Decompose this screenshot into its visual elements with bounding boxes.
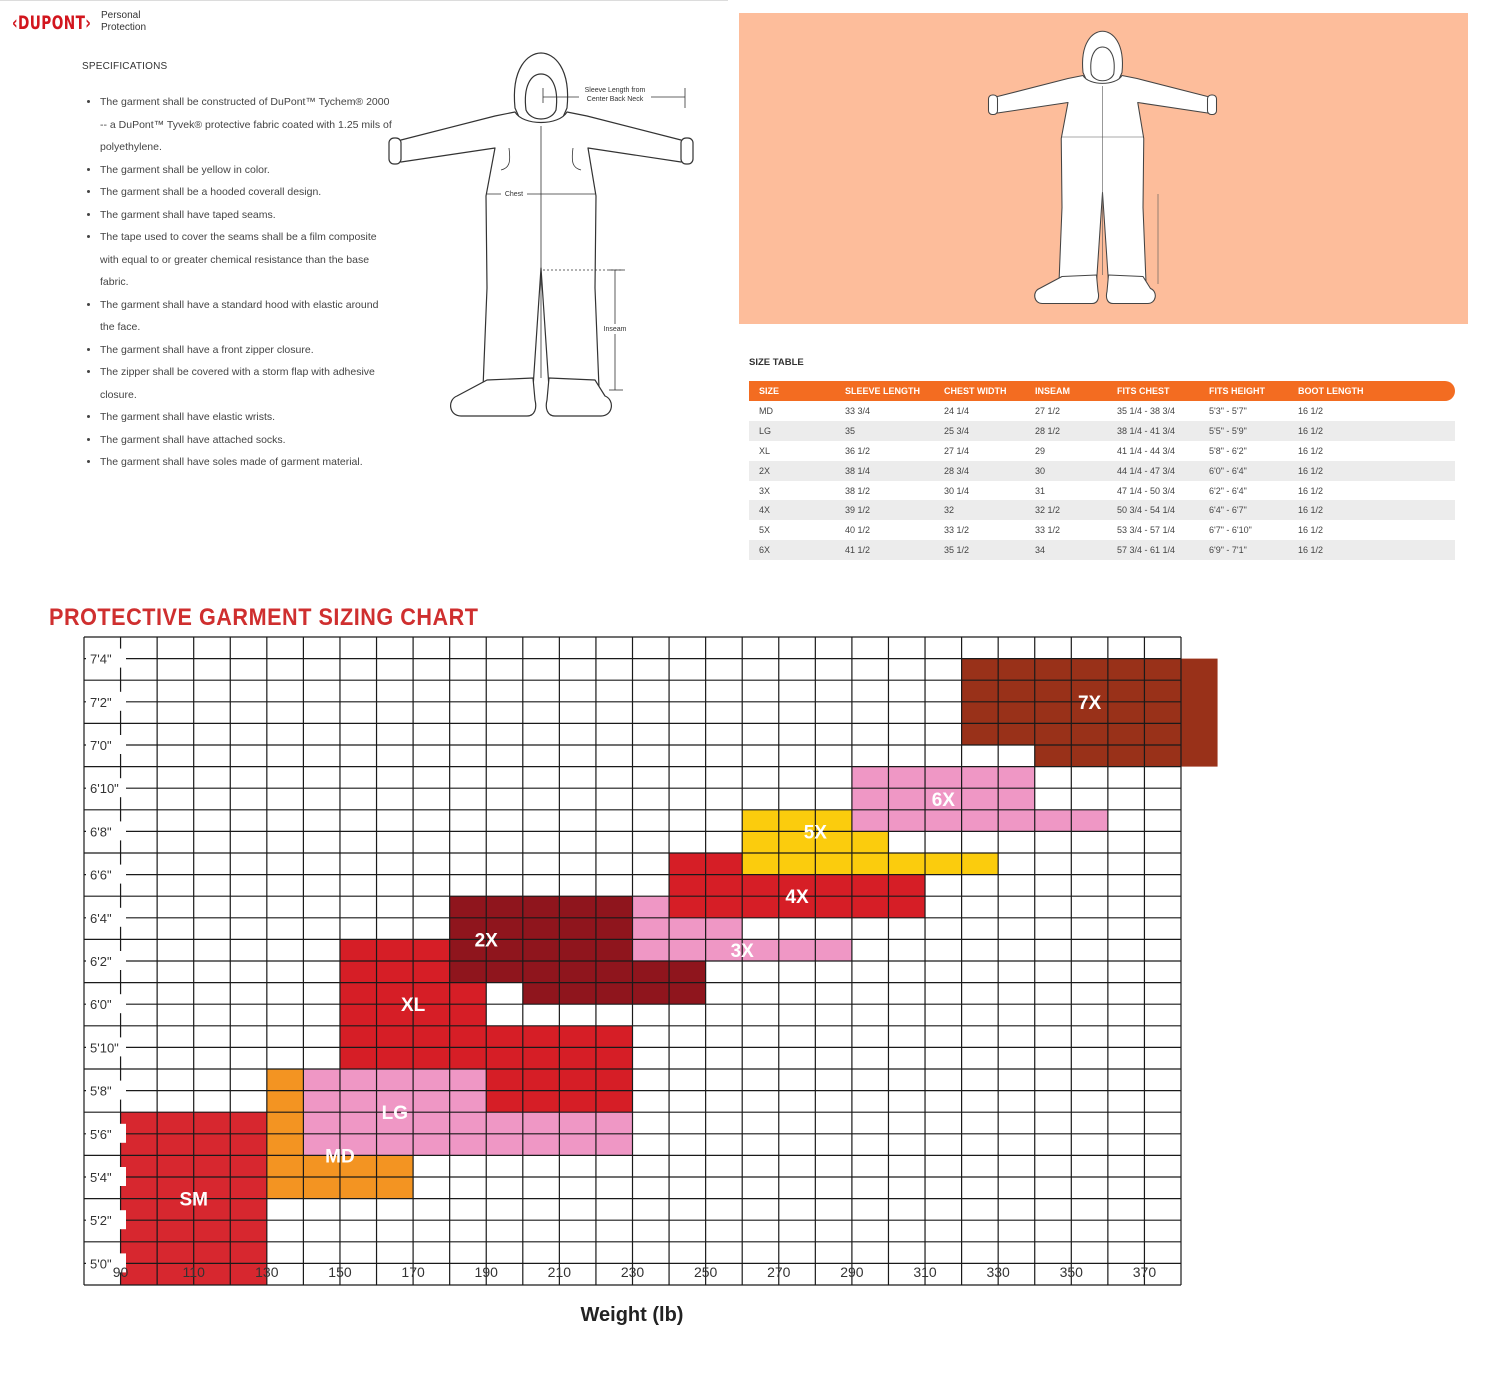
size-table-cell: 25 3/4 [934, 421, 1025, 441]
spec-item: • The garment shall be a hooded coverall design. [100, 181, 392, 204]
y-tick-label: 5'2" [90, 1213, 112, 1229]
size-table-cell: 31 [1035, 485, 1046, 496]
x-tick-labels [113, 1264, 1157, 1280]
size-table-header-row [749, 381, 1455, 401]
spec-item: • The garment shall have soles made of garment material. [100, 451, 392, 474]
size-table-cell: 38 1/4 [835, 461, 934, 481]
size-table-cell: 38 1/4 - 41 3/4 [1107, 421, 1199, 441]
size-table-cell: 29 [1035, 445, 1046, 456]
x-tick-label: 130 [255, 1264, 279, 1280]
y-tick-labels [86, 649, 126, 1273]
spec-item: • The garment shall have a standard hood with elastic around the face. [100, 294, 392, 339]
x-axis-label: Weight (lb) [580, 1304, 684, 1326]
size-table-cell: 28 1/2 [1025, 421, 1107, 441]
x-tick-label: 90 [112, 1264, 129, 1280]
y-tick-label: 5'8" [90, 1083, 112, 1099]
sizing-chart [0, 630, 1500, 1335]
size-table-cell: 6'2" - 6'4" [1209, 485, 1247, 496]
size-table-cell: 16 1/2 [1298, 525, 1324, 536]
size-table-cell: 6'9" - 7'1" [1199, 540, 1288, 560]
size-table-heading: SIZE TABLE [749, 357, 804, 368]
spec-item: • The zipper shall be covered with a storm flap with adhesive closure. [100, 361, 392, 406]
column-header-inseam: INSEAM [1025, 381, 1107, 401]
size-table-cell: 40 1/2 [845, 525, 871, 536]
x-tick-label: 370 [1132, 1264, 1157, 1280]
x-tick-label: 250 [693, 1264, 718, 1280]
specifications-heading: SPECIFICATIONS [82, 61, 168, 72]
size-table-cell: 6'7" - 6'10" [1209, 525, 1252, 536]
x-tick-label: 190 [474, 1264, 498, 1280]
y-tick-label: 7'4" [90, 651, 112, 667]
spec-item: • The garment shall have taped seams. [100, 204, 392, 227]
coverall-measurement-diagram [383, 48, 703, 428]
x-tick-label: 210 [547, 1264, 572, 1280]
y-tick-label: 6'2" [90, 954, 112, 969]
x-tick-label: 110 [182, 1264, 205, 1280]
y-tick-label: 6'4" [90, 910, 112, 926]
column-header-fits-chest: FITS CHEST [1107, 381, 1199, 401]
size-table-cell: 16 1/2 [1298, 445, 1324, 456]
column-header-chest-width: CHEST WIDTH [934, 381, 1025, 401]
y-tick-label: 7'0" [90, 738, 112, 753]
y-tick-label: 6'0" [90, 997, 112, 1013]
y-tick-label: 6'8" [90, 824, 112, 840]
size-region-label: 4X [785, 887, 809, 909]
size-table-cell: 27 1/4 [944, 445, 970, 456]
size-region-label: 6X [931, 790, 955, 811]
size-table-cell: 16 1/2 [1288, 540, 1455, 560]
size-table-cell: 24 1/4 [944, 405, 970, 416]
x-tick-label: 350 [1059, 1264, 1083, 1280]
size-table-cell: 35 1/2 [934, 540, 1025, 560]
size-region-label: 5X [803, 822, 827, 844]
coverall-illustration [984, 25, 1224, 315]
size-table-cell: 34 [1025, 540, 1107, 560]
sleeve-length-label-line2: Center Back Neck [586, 96, 644, 103]
column-header-fits-height: FITS HEIGHT [1199, 381, 1288, 401]
size-table-cell: 4X [749, 500, 835, 520]
size-table-cell: XL [759, 445, 771, 456]
top-divider [0, 0, 728, 1]
size-table-cell: 6'0" - 6'4" [1199, 461, 1288, 481]
y-tick-label: 5'6" [90, 1126, 112, 1142]
size-table-cell: 35 1/4 - 38 3/4 [1117, 405, 1176, 416]
size-table-cell: 28 3/4 [934, 461, 1025, 481]
size-table-cell: 38 1/2 [845, 485, 871, 496]
size-table-cell: 16 1/2 [1298, 485, 1324, 496]
garment-image-panel [739, 13, 1468, 324]
size-table-row [749, 540, 1455, 560]
size-region-7x [1035, 745, 1218, 767]
size-table-cell: 41 1/4 - 44 3/4 [1117, 445, 1176, 456]
size-table-cell: 16 1/2 [1288, 461, 1455, 481]
size-table-cell: 50 3/4 - 54 1/4 [1107, 500, 1199, 520]
size-region-label: 2X [474, 930, 498, 952]
y-tick-label: 6'10" [90, 781, 119, 797]
size-table-cell: 32 1/2 [1025, 500, 1107, 520]
size-region-5x [742, 853, 998, 875]
size-table-cell: 5'8" - 6'2" [1209, 445, 1247, 456]
specifications-panel [0, 0, 728, 570]
size-table-cell: 39 1/2 [835, 500, 934, 520]
chart-title: PROTECTIVE GARMENT SIZING CHART [49, 604, 479, 631]
size-table-cell: 32 [934, 500, 1025, 520]
size-table-cell: 3X [759, 485, 771, 496]
size-table-row [749, 461, 1455, 481]
spec-item: • The garment shall have a front zipper closure. [100, 339, 392, 362]
specifications-list [82, 91, 392, 474]
inseam-label: Inseam [603, 326, 627, 333]
size-table-cell: 30 1/4 [944, 485, 970, 496]
size-region-label: LG [381, 1103, 409, 1125]
size-table-cell: 27 1/2 [1035, 405, 1061, 416]
x-tick-label: 170 [401, 1264, 425, 1280]
size-table-cell: 33 1/2 [1035, 525, 1061, 536]
size-table-row [749, 481, 1455, 501]
size-table-cell: 33 3/4 [845, 405, 871, 416]
sleeve-length-label-line1: Sleeve Length from [584, 87, 646, 94]
size-table-cell: 5'3" - 5'7" [1209, 405, 1247, 416]
spec-item: • The garment shall have attached socks. [100, 429, 392, 452]
size-table-cell: 5'5" - 5'9" [1199, 421, 1288, 441]
size-table-cell: 6'4" - 6'7" [1199, 500, 1288, 520]
spec-item: • The garment shall have elastic wrists. [100, 406, 392, 429]
x-tick-label: 150 [328, 1264, 352, 1280]
size-table-row [749, 441, 1455, 461]
brand-tagline-line2: Protection [101, 22, 147, 33]
size-region-label: 7X [1077, 692, 1102, 714]
spec-item: • The garment shall be constructed of DuPont™ Tychem® 2000 -- a DuPont™ Tyvek® protective fabric coated with 1.25 mils of polyethylene. [100, 91, 392, 159]
column-header-size: SIZE [749, 381, 835, 401]
size-table-row [749, 500, 1455, 520]
x-tick-label: 290 [840, 1264, 864, 1280]
size-table-cell: 44 1/4 - 47 3/4 [1107, 461, 1199, 481]
size-table-cell: 33 1/2 [944, 525, 970, 536]
size-region-label: SM [179, 1189, 208, 1211]
column-header-boot-length: BOOT LENGTH [1288, 381, 1455, 401]
size-table-row [749, 401, 1455, 421]
x-tick-label: 270 [767, 1264, 791, 1280]
size-region-label: 3X [730, 941, 754, 963]
size-table-cell: 30 [1025, 461, 1107, 481]
size-region-label: XL [400, 995, 426, 1017]
size-table-cell: 35 [835, 421, 934, 441]
size-table-cell: 47 1/4 - 50 3/4 [1117, 485, 1176, 496]
y-tick-label: 6'6" [90, 867, 112, 883]
brand-tagline [101, 10, 146, 34]
size-table-body [749, 401, 1455, 560]
size-table-cell: 2X [749, 461, 835, 481]
y-tick-label: 5'10" [90, 1040, 119, 1056]
size-table-cell: 41 1/2 [835, 540, 934, 560]
dupont-logo: ‹DUPONT› [12, 12, 92, 34]
y-tick-label: 5'4" [90, 1170, 112, 1185]
x-tick-label: 310 [913, 1264, 937, 1280]
size-table-cell: 53 3/4 - 57 1/4 [1117, 525, 1176, 536]
size-table-cell: 16 1/2 [1288, 500, 1455, 520]
size-table-cell: 36 1/2 [845, 445, 871, 456]
size-table-cell: 6X [749, 540, 835, 560]
size-table-cell: MD [759, 405, 773, 416]
y-tick-label: 7'2" [90, 694, 112, 710]
brand-tagline-line1: Personal [101, 10, 141, 21]
spec-item: • The tape used to cover the seams shall be a film composite with equal to or greater chemical resistance than the base fabric. [100, 226, 392, 294]
size-region-label: MD [325, 1146, 355, 1168]
size-table-row [749, 421, 1455, 441]
size-table-cell: 16 1/2 [1288, 421, 1455, 441]
size-table-cell: 5X [759, 525, 771, 536]
y-tick-label: 5'0" [90, 1256, 112, 1272]
x-tick-label: 330 [986, 1264, 1010, 1280]
size-table [749, 381, 1455, 560]
spec-item: • The garment shall be yellow in color. [100, 159, 392, 182]
size-table-cell: 57 3/4 - 61 1/4 [1107, 540, 1199, 560]
column-header-sleeve-length: SLEEVE LENGTH [835, 381, 934, 401]
size-table-cell: 16 1/2 [1298, 405, 1324, 416]
chest-label: Chest [504, 191, 524, 198]
size-table-cell: LG [749, 421, 835, 441]
x-tick-label: 230 [620, 1264, 645, 1280]
size-table-row [749, 520, 1455, 540]
